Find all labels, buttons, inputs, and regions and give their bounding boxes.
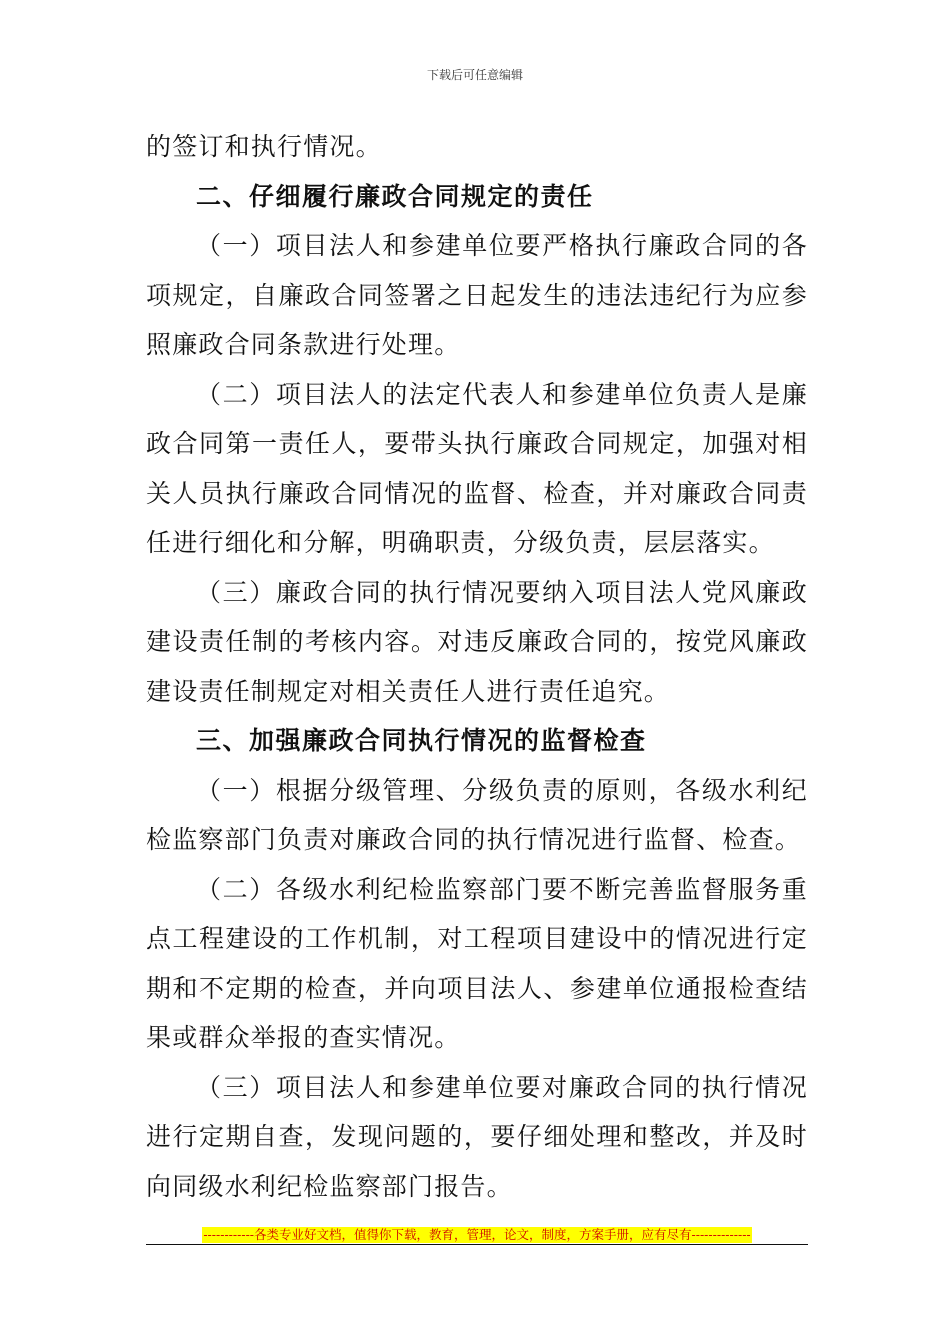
text-line-19: （三）项目法人和参建单位要对廉政合同的执行情况 [196, 1072, 808, 1102]
page-header: 下载后可任意编辑 [426, 68, 523, 82]
footer-banner-text: ------------各类专业好文档，值得你下载，教育，管理，论文，制度，方案手册，应有尽有-------------- [203, 1227, 751, 1242]
section-heading-3: 三、加强廉政合同执行情况的监督检查 [196, 726, 647, 755]
text-line-9: （三）廉政合同的执行情况要纳入项目法人党风廉政 [196, 577, 808, 607]
text-line-20: 进行定期自查，发现问题的，要仔细处理和整改，并及时 [146, 1122, 808, 1151]
text-line-21: 向同级水利纪检监察部门报告。 [146, 1171, 513, 1201]
footer-divider [146, 1244, 808, 1245]
text-line-11: 建设责任制规定对相关责任人进行责任追究。 [146, 676, 671, 706]
text-line-14: 检监察部门负责对廉政合同的执行情况进行监督、检查。 [146, 825, 802, 854]
text-line-17: 期和不定期的检查，并向项目法人、参建单位通报检查结 [146, 973, 808, 1003]
text-line-6: 政合同第一责任人，要带头执行廉政合同规定，加强对相 [146, 429, 808, 458]
text-line-8: 任进行细化和分解，明确职责，分级负责，层层落实。 [146, 528, 775, 557]
text-line-3: 项规定，自廉政合同签署之日起发生的违法违纪行为应参 [146, 280, 808, 310]
text-line-4: 照廉政合同条款进行处理。 [146, 330, 461, 359]
text-line-0: 的签订和执行情况。 [146, 132, 382, 161]
text-line-13: （一）根据分级管理、分级负责的原则，各级水利纪 [196, 775, 808, 805]
page-footer [146, 1224, 808, 1243]
text-line-18: 果或群众举报的查实情况。 [146, 1023, 461, 1052]
text-line-15: （二）各级水利纪检监察部门要不断完善监督服务重 [196, 874, 808, 904]
document-body [146, 122, 808, 1211]
section-heading-2: 二、仔细履行廉政合同规定的责任 [196, 181, 594, 211]
text-line-10: 建设责任制的考核内容。对违反廉政合同的，按党风廉政 [146, 627, 808, 656]
text-line-5: （二）项目法人的法定代表人和参建单位负责人是廉 [196, 379, 808, 409]
text-line-7: 关人员执行廉政合同情况的监督、检查，并对廉政合同责 [146, 478, 808, 508]
text-line-16: 点工程建设的工作机制，对工程项目建设中的情况进行定 [146, 924, 808, 953]
text-line-2: （一）项目法人和参建单位要严格执行廉政合同的各 [196, 231, 808, 260]
